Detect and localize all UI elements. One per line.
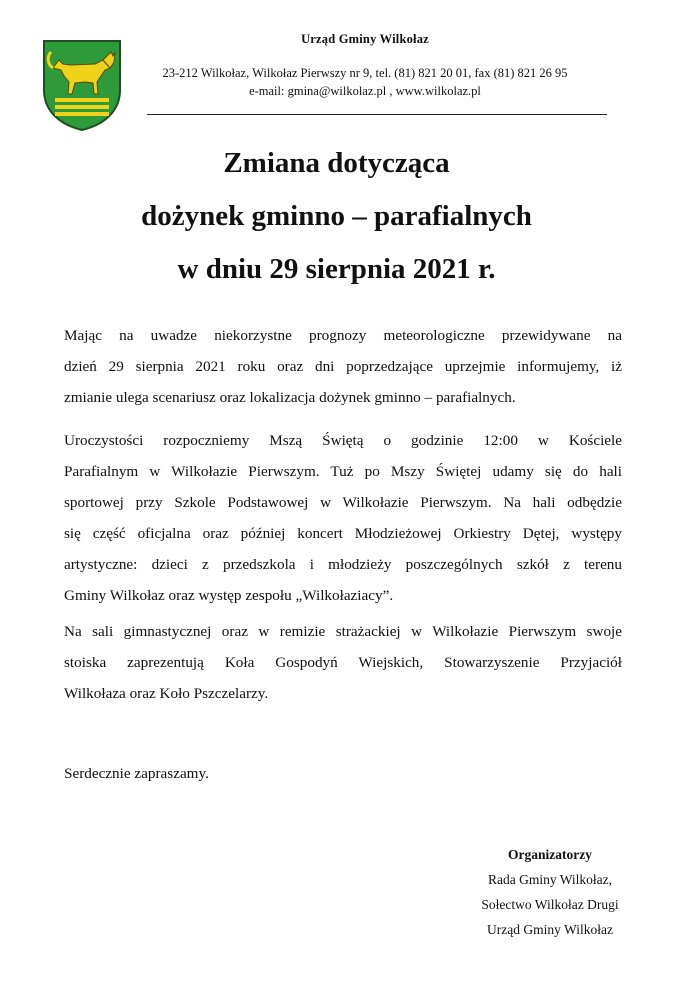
closing-invitation: Serdecznie zapraszamy. (64, 765, 209, 782)
paragraph-line: Mając na uwadze niekorzystne prognozy meteorologiczne przewidywane na (64, 327, 622, 344)
paragraph-line: sportowej przy Szkole Podstawowej w Wilkołazie Pierwszym. Na hali odbędzie (64, 494, 622, 511)
paragraph-line: Wilkołaza oraz Koło Pszczelarzy. (64, 685, 269, 702)
paragraph-line: zmianie ulega scenariusz oraz lokalizacja dożynek gminno – parafialnych. (64, 389, 516, 406)
organizer-item: Sołectwo Wilkołaz Drugi (481, 897, 619, 912)
paragraph-weather-change (64, 320, 622, 413)
paragraph-line: Parafialnym w Wilkołazie Pierwszym. Tuż po Mszy Świętej udamy się do hali (64, 463, 622, 480)
paragraph-line: dzień 29 sierpnia 2021 roku oraz dni poprzedzające uprzejmie informujemy, iż (64, 358, 622, 375)
header-divider (147, 114, 607, 115)
organizers-heading: Organizatorzy (508, 847, 592, 862)
office-address: 23-212 Wilkołaz, Wilkołaz Pierwszy nr 9, tel. (81) 821 20 01, fax (81) 821 26 95 (162, 66, 568, 80)
paragraph-stands (64, 616, 622, 709)
paragraph-line: Uroczystości rozpoczniemy Mszą Świętą o godzinie 12:00 w Kościele (64, 432, 622, 449)
coat-of-arms-icon (41, 38, 123, 132)
organizer-item: Urząd Gminy Wilkołaz (487, 922, 613, 937)
paragraph-line: stoiska zaprezentują Koła Gospodyń Wiejskich, Stowarzyszenie Przyjaciół (64, 654, 622, 671)
document-title-line-1: Zmiana dotycząca (223, 147, 450, 179)
paragraph-schedule (64, 425, 622, 611)
organizer-item: Rada Gminy Wilkołaz, (487, 872, 613, 887)
office-name: Urząd Gminy Wilkołaz (301, 32, 429, 46)
document-title-line-2: dożynek gminno – parafialnych (141, 200, 532, 232)
office-contact: e-mail: gmina@wilkolaz.pl , www.wilkolaz.pl (249, 84, 481, 98)
paragraph-line: Na sali gimnastycznej oraz w remizie strażackiej w Wilkołazie Pierwszym swoje (64, 623, 622, 640)
paragraph-line: artystyczne: dzieci z przedszkola i młodzieży poszczególnych szkół z terenu (64, 556, 622, 573)
paragraph-line: Gminy Wilkołaz oraz występ zespołu „Wilkołaziacy”. (64, 587, 394, 604)
paragraph-line: się część oficjalna oraz później koncert Młodzieżowej Orkiestry Dętej, występy (64, 525, 622, 542)
document-title-line-3: w dniu 29 sierpnia 2021 r. (177, 253, 496, 285)
